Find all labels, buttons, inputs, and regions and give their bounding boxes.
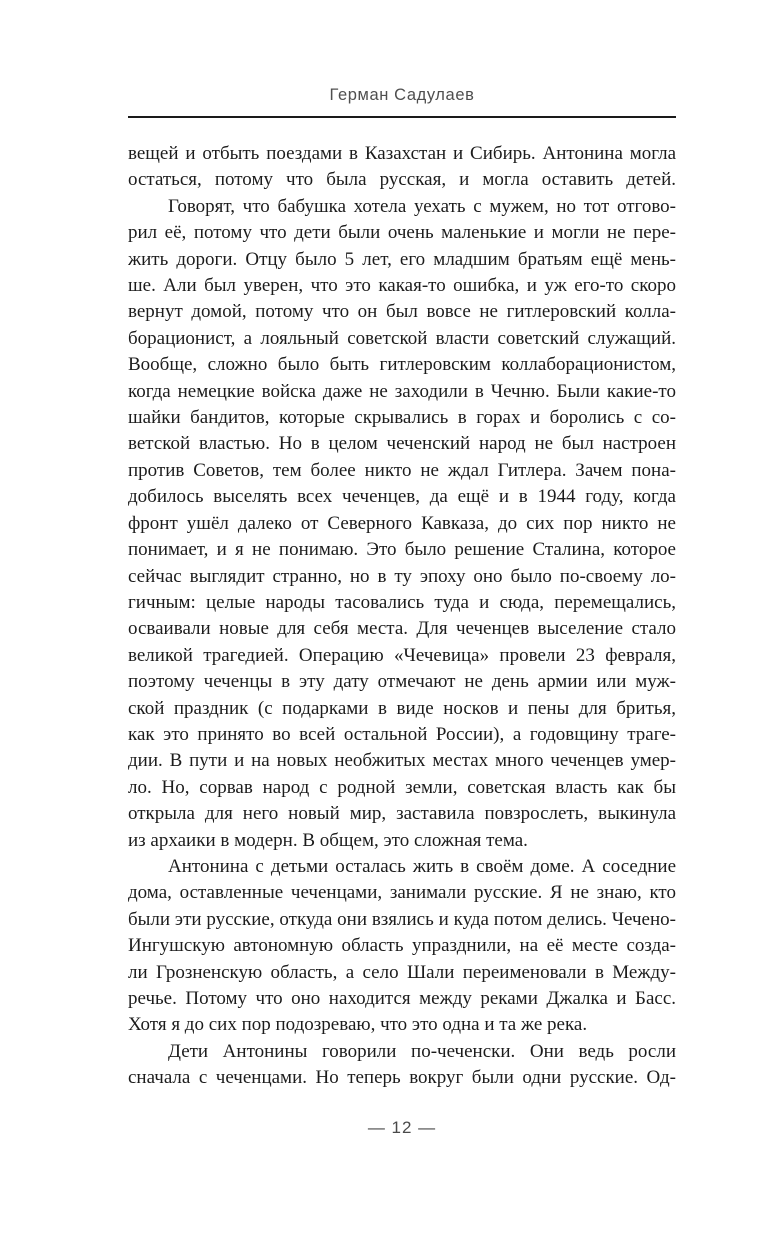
paragraph [128, 141, 676, 194]
text-line: из архаики в модерн. В общем, это сложная тема. [128, 829, 528, 851]
text-line: гичным: целые народы тасовались туда и сюда, перемещались, [128, 591, 676, 613]
body-text [128, 141, 676, 1092]
text-line: были эти русские, откуда они взялись и куда потом делись. Чечено- [128, 908, 676, 930]
text-line: ло. Но, сорвав народ с родной земли, советская власть как бы [128, 776, 676, 798]
text-line: сначала с чеченцами. Но теперь вокруг были одни русские. Од- [128, 1067, 676, 1089]
running-header-author: Герман Садулаев [329, 86, 475, 104]
header-rule [128, 116, 676, 118]
text-line: жить дороги. Отцу было 5 лет, его младшим братьям ещё мень- [128, 248, 676, 270]
page-number: — 12 — [367, 1117, 437, 1137]
text-line: поэтому чеченцы в эту дату отмечают не день армии или муж- [128, 671, 676, 693]
text-line: как это принято во всей остальной России), а годовщину траге- [128, 723, 676, 745]
text-line: против Советов, тем более никто не ждал Гитлера. Зачем пона- [128, 459, 676, 481]
text-line: ской праздник (с подарками в виде носков и пены для бритья, [128, 697, 676, 719]
text-line: добилось выселять всех чеченцев, да ещё и в 1944 году, когда [128, 486, 676, 508]
text-line: рил её, потому что дети были очень маленькие и могли не пере- [128, 222, 676, 244]
paragraph [128, 854, 676, 1039]
text-line: шайки бандитов, которые скрывались в горах и боролись с со- [128, 407, 676, 429]
paragraph [128, 194, 676, 854]
text-line: великой трагедией. Операцию «Чечевица» провели 23 февраля, [128, 644, 676, 666]
text-line: понимает, и я не понимаю. Это было решение Сталина, которое [128, 539, 676, 561]
text-line: Говорят, что бабушка хотела уехать с мужем, но тот отгово- [168, 195, 676, 217]
text-line: Антонина с детьми осталась жить в своём доме. А соседние [168, 855, 676, 877]
text-line: сейчас выглядит странно, но в ту эпоху оно было по-своему ло- [128, 565, 676, 587]
text-line: Хотя я до сих пор подозреваю, что это одна и та же река. [128, 1014, 588, 1036]
text-line: вещей и отбыть поездами в Казахстан и Сибирь. Антонина могла [128, 143, 676, 164]
text-line: борационист, а лояльный советской власти советский служащий. [128, 327, 676, 349]
text-line: открыла для него новый мир, заставила повзрослеть, выкинула [128, 803, 676, 825]
paragraph [128, 1039, 676, 1092]
text-line: ли Грозненскую область, а село Шали переименовали в Между- [128, 961, 676, 983]
text-line: Ингушскую автономную область упразднили, на её месте созда- [128, 935, 676, 957]
text-line: дома, оставленные чеченцами, занимали русские. Я не знаю, кто [128, 882, 676, 904]
text-line: ше. Али был уверен, что это какая-то ошибка, и уж его-то скоро [128, 275, 676, 297]
text-column [128, 86, 676, 1138]
text-line: дии. В пути и на новых необжитых местах много чеченцев умер- [128, 750, 676, 772]
text-line: вернут домой, потому что он был вовсе не гитлеровский колла- [128, 301, 676, 323]
text-line: Вообще, сложно было быть гитлеровским коллаборационистом, [128, 354, 676, 376]
text-line: Дети Антонины говорили по-чеченски. Они ведь росли [168, 1040, 676, 1062]
text-line: осваивали новые для себя места. Для чеченцев выселение стало [128, 618, 676, 640]
text-line: когда немецкие войска даже не заходили в Чечню. Были какие-то [128, 380, 676, 402]
text-line: фронт ушёл далеко от Северного Кавказа, до сих пор никто не [128, 512, 676, 534]
text-line: речье. Потому что оно находится между реками Джалка и Басс. [128, 988, 676, 1009]
text-line: остаться, потому что была русская, и могла оставить детей. [128, 169, 676, 191]
text-line: ветской властью. Но в целом чеченский народ не был настроен [128, 433, 676, 455]
